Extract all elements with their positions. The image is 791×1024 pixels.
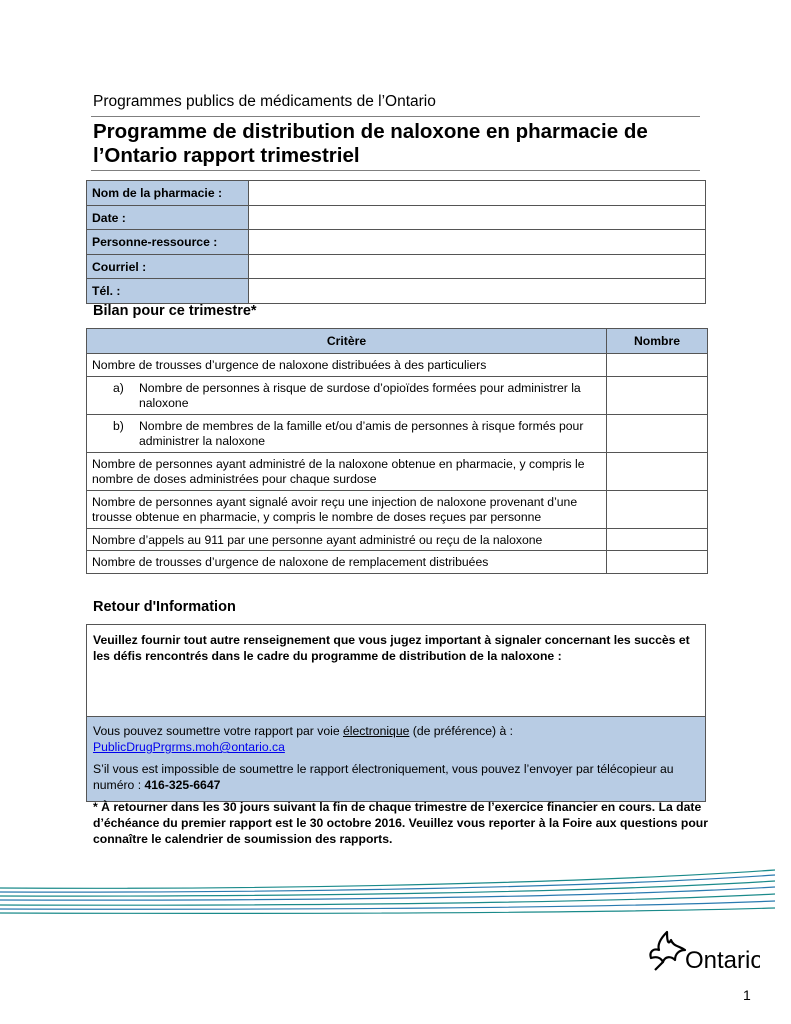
- fax-text: S’il vous est impossible de soumettre le rapport électroniquement, vous pouvez l’envoyer par télécopieur au numéro :: [93, 762, 674, 792]
- email-label: Courriel :: [87, 254, 249, 279]
- logo-text: Ontario: [685, 947, 760, 973]
- fax-number: 416-325-6647: [144, 778, 221, 792]
- feedback-prompt[interactable]: [87, 625, 705, 717]
- number-column-header: Nombre: [607, 329, 708, 354]
- sub-letter-a: a): [113, 380, 124, 395]
- submit-text-before: Vous pouvez soumettre votre rapport par voie: [93, 724, 343, 738]
- email-link[interactable]: PublicDrugPrgrms.moh@ontario.ca: [93, 740, 285, 754]
- criteria-table: [86, 328, 708, 574]
- trillium-icon: [645, 928, 760, 973]
- info-row-phone: [87, 279, 706, 304]
- summary-heading: Bilan pour ce trimestre*: [93, 303, 257, 319]
- page-title: [93, 120, 703, 168]
- info-row-contact: [87, 230, 706, 255]
- number-field-family-trained[interactable]: [607, 414, 708, 452]
- table-row: [87, 376, 708, 414]
- page-number: 1: [743, 987, 751, 1003]
- contact-label: Personne-ressource :: [87, 230, 249, 255]
- sub-text-b: Nombre de membres de la famille et/ou d’amis de personnes à risque formés pour administrer la naloxone: [139, 418, 584, 448]
- submit-text-electronic: électronique: [342, 724, 410, 738]
- feedback-heading: Retour d'Information: [93, 599, 236, 615]
- header-divider: [91, 116, 700, 117]
- criterion-911-calls: Nombre d’appels au 911 par une personne ayant administré ou reçu de la naloxone: [87, 528, 607, 551]
- title-line-2: l’Ontario rapport trimestriel: [93, 144, 360, 167]
- number-field-at-risk-trained[interactable]: [607, 376, 708, 414]
- date-label: Date :: [87, 205, 249, 230]
- contact-field[interactable]: [249, 230, 706, 255]
- table-row: [87, 551, 708, 574]
- sub-letter-b: b): [113, 418, 124, 433]
- ontario-logo: [645, 928, 760, 978]
- submit-paragraph: [93, 723, 697, 755]
- info-row-pharmacy: [87, 181, 706, 206]
- number-field-received-injection[interactable]: [607, 490, 708, 528]
- table-row: [87, 490, 708, 528]
- info-row-date: [87, 205, 706, 230]
- title-divider: [91, 170, 700, 171]
- fax-paragraph: [93, 761, 697, 793]
- number-field-replacement-kits[interactable]: [607, 551, 708, 574]
- table-row: [87, 354, 708, 377]
- number-field-911-calls[interactable]: [607, 528, 708, 551]
- table-row: [87, 528, 708, 551]
- criterion-administered: Nombre de personnes ayant administré de la naloxone obtenue en pharmacie, y compris le nombre de doses administrées pour chaque surdose: [87, 452, 607, 490]
- number-field-kits-distributed[interactable]: [607, 354, 708, 377]
- pharmacy-name-label: Nom de la pharmacie :: [87, 181, 249, 206]
- feedback-box: [86, 624, 706, 802]
- email-field[interactable]: [249, 254, 706, 279]
- sub-text-a: Nombre de personnes à risque de surdose d’opioïdes formées pour administrer la naloxone: [139, 380, 581, 410]
- criterion-replacement-kits: Nombre de trousses d’urgence de naloxone de remplacement distribuées: [87, 551, 607, 574]
- feedback-prompt-text: Veuillez fournir tout autre renseignement que vous jugez important à signaler concernant les succès et les défis rencontrés dans le cadre du programme de distribution de la naloxone :: [93, 633, 690, 663]
- criterion-at-risk-trained: [87, 376, 607, 414]
- decorative-waves: [0, 860, 791, 920]
- criteria-header-row: [87, 329, 708, 354]
- pharmacy-name-field[interactable]: [249, 181, 706, 206]
- phone-label: Tél. :: [87, 279, 249, 304]
- submission-info: [87, 717, 705, 801]
- title-line-1: Programme de distribution de naloxone en pharmacie de: [93, 120, 648, 143]
- table-row: [87, 414, 708, 452]
- date-field[interactable]: [249, 205, 706, 230]
- program-header: Programmes publics de médicaments de l’Ontario: [93, 93, 436, 110]
- footnote: * À retourner dans les 30 jours suivant la fin de chaque trimestre de l’exercice financier en cours. La date d’échéance du premier rapport est le 30 octobre 2016. Veuillez vous reporter à la Foire aux questions pour connaître le calendrier de soumission des rapports.: [93, 800, 708, 846]
- number-field-administered[interactable]: [607, 452, 708, 490]
- phone-field[interactable]: [249, 279, 706, 304]
- criterion-received-injection: Nombre de personnes ayant signalé avoir reçu une injection de naloxone provenant d’une trousse obtenue en pharmacie, y compris le nombre de doses reçues par personne: [87, 490, 607, 528]
- pharmacy-info-table: [86, 180, 706, 304]
- criterion-family-trained: [87, 414, 607, 452]
- criterion-kits-distributed: Nombre de trousses d’urgence de naloxone distribuées à des particuliers: [87, 354, 607, 377]
- submit-text-after: (de préférence) à :: [409, 724, 514, 738]
- criterion-column-header: Critère: [87, 329, 607, 354]
- table-row: [87, 452, 708, 490]
- info-row-email: [87, 254, 706, 279]
